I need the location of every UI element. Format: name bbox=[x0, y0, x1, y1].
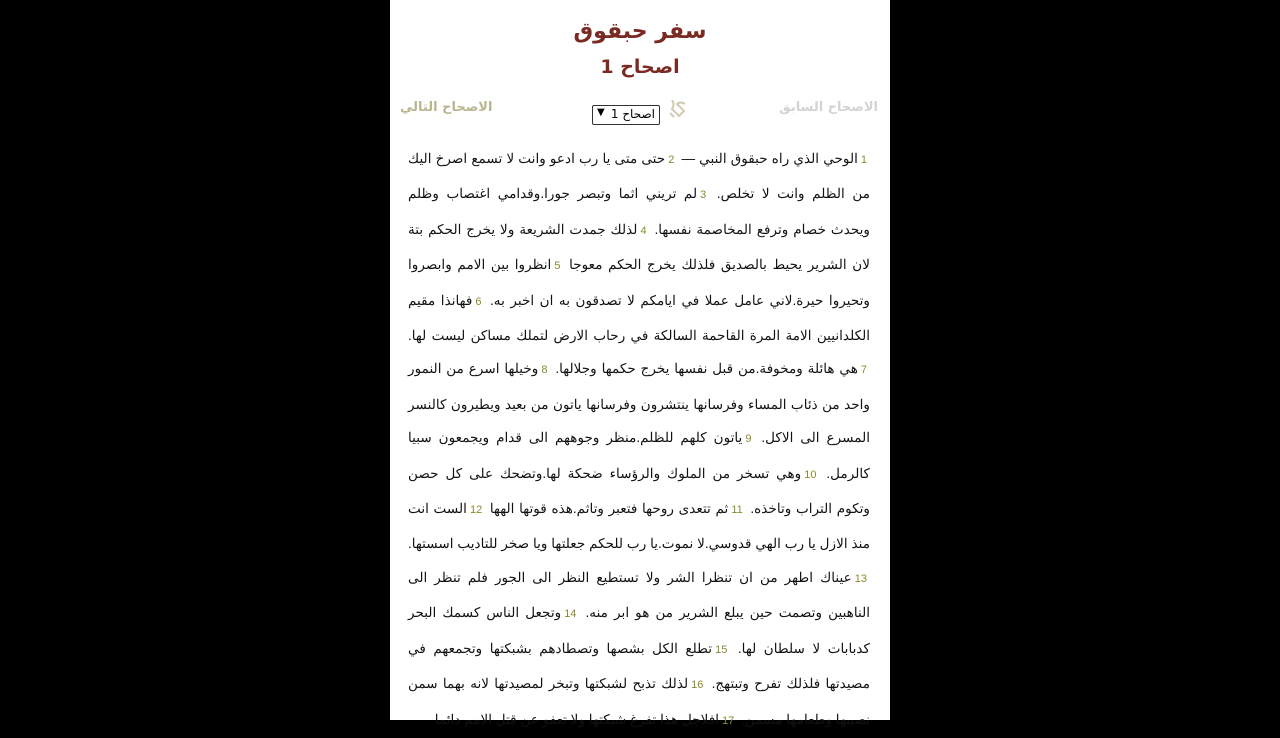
chapter-title: اصحاح 1 bbox=[600, 56, 680, 78]
verse-text: هي هائلة ومخوفة.من قبل نفسها يخرج حكمها وجلالها. bbox=[555, 361, 858, 377]
verse-text: ياتون كلهم للظلم.منظر وجوههم الى قدام ويجمعون سبيا كالرمل. bbox=[408, 430, 871, 481]
verse-number: 13 bbox=[854, 572, 867, 585]
chapter-text bbox=[408, 142, 870, 738]
verse-number: 11 bbox=[731, 504, 743, 517]
verse-text: لذلك تذبح لشبكتها وتبخر لمصيدتها لانه بهما سمن نصيبها وطعامها مسمن. bbox=[408, 676, 870, 727]
verse-text: افلاجل هذا تفرغ شبكتها ولا تعفو عن قتل الامم دائما bbox=[434, 711, 720, 727]
verse-number: 15 bbox=[715, 643, 728, 656]
verse-number: 3 bbox=[700, 189, 707, 202]
verse-number: 1 bbox=[860, 154, 867, 166]
verse-text: لذلك جمدت الشريعة ولا يخرج الحكم بتة لان الشرير يحيط بالصديق فلذلك يخرج الحكم معوجا bbox=[408, 221, 870, 273]
verse-text: الوحي الذي راه حبقوق النبي — bbox=[681, 151, 858, 166]
cross-ornament-icon bbox=[666, 97, 688, 119]
verse-text: تطلع الكل بشصها وتصطادهم بشبكتها وتجمعهم في مصيدتها فلذلك تفرح وتبتهج. bbox=[408, 640, 870, 692]
verse-text: فهانذا مقيم الكلدانيين الامة المرة القاحمة السالكة في رحاب الارض لتملك مساكن ليست لها. bbox=[408, 292, 870, 344]
verse-number: 10 bbox=[804, 468, 817, 481]
chapter-navigation bbox=[390, 96, 890, 128]
verse-text: وتجعل الناس كسمك البحر كدبابات لا سلطان لها. bbox=[408, 605, 871, 656]
verse-text: وهي تسخر من الملوك والرؤساء ضحكة لها.وتضحك على كل حصن وتكوم التراب وتاخذه. bbox=[408, 465, 870, 517]
verse-number: 4 bbox=[640, 224, 647, 237]
previous-chapter-link[interactable]: الاصحاح السابق bbox=[779, 100, 878, 115]
verse-number: 14 bbox=[564, 608, 577, 621]
verse-text: حتى متى يا رب ادعو وانت لا تسمع اصرخ اليك من الظلم وانت لا تخلص. bbox=[408, 151, 870, 202]
verse-text: لم تريني اثما وتبصر جورا.وقدامي اغتصاب وظلم ويحدث خصام وترفع المخاصمة نفسها. bbox=[408, 186, 870, 237]
verse-number: 7 bbox=[860, 364, 868, 377]
verse-number: 6 bbox=[475, 295, 482, 308]
verse-number: 9 bbox=[745, 433, 752, 446]
verse-text: عيناك اطهر من ان تنظرا الشر ولا تستطيع النظر الى الجور فلم تنظر الى الناهبين وتصمت حين يبلع الشرير من هو ابر منه. bbox=[408, 569, 870, 621]
next-chapter-link[interactable]: الاصحاح التالي bbox=[400, 100, 493, 115]
verse-text: الست انت منذ الازل يا رب الهي قدوسي.لا نموت.يا رب للحكم جعلتها ويا صخر للتاديب اسستها. bbox=[408, 501, 870, 552]
chevron-down-icon: ▼ bbox=[597, 107, 605, 118]
verse-number: 16 bbox=[691, 679, 704, 692]
verse-number: 17 bbox=[722, 714, 735, 727]
verse-text: وخيلها اسرع من النمور واحد من ذئاب المساء وفرسانها ينتشرون وفرسانها ياتون من بعيد ويطيرون كالنسر المسرع الى الاكل. bbox=[408, 361, 870, 446]
verse-number: 5 bbox=[554, 260, 561, 273]
chapter-select-value: اصحاح 1 bbox=[610, 107, 655, 121]
book-title: سفر حبقوق bbox=[573, 19, 707, 44]
verse-number: 8 bbox=[541, 364, 548, 377]
verse-text: انظروا بين الامم وابصروا وتحيروا حيرة.لاني عامل عملا في ايامكم لا تصدقون به ان اخبر به. bbox=[408, 257, 870, 308]
chapter-select[interactable] bbox=[592, 105, 660, 125]
verse-number: 2 bbox=[668, 154, 675, 166]
chapter-page bbox=[390, 0, 890, 727]
verse-number: 12 bbox=[469, 504, 483, 517]
verse-text: ثم تتعدى روحها فتعبر وتاثم.هذه قوتها الهها bbox=[489, 501, 729, 517]
